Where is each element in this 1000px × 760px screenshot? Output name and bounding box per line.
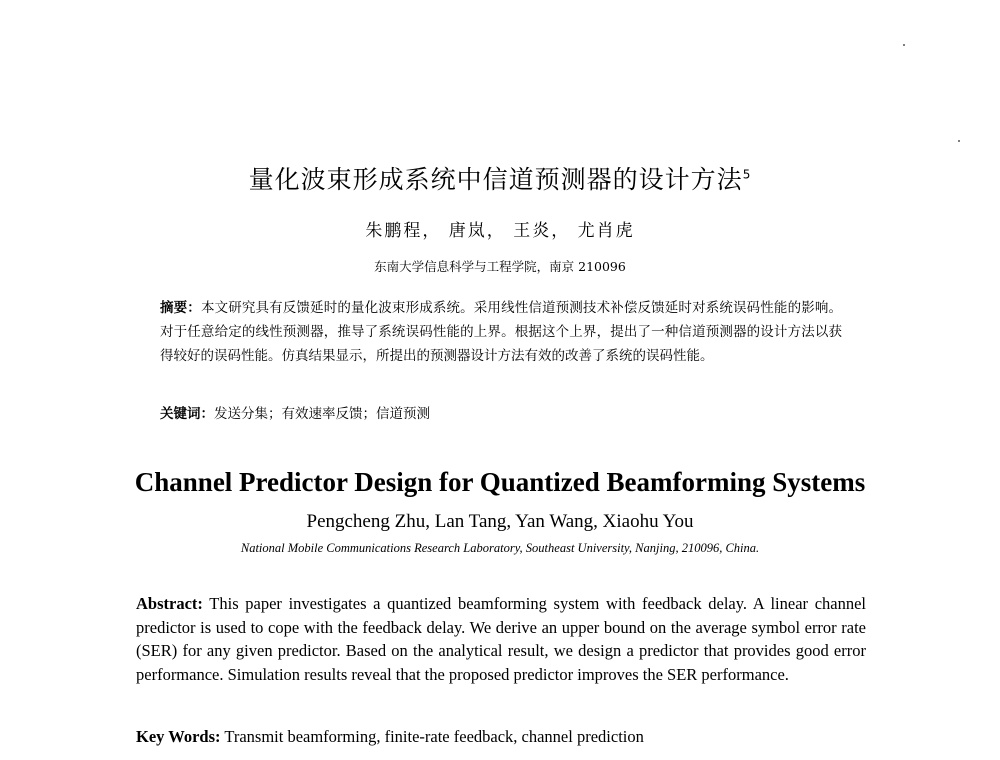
english-authors: Pengcheng Zhu, Lan Tang, Yan Wang, Xiaohu You xyxy=(306,511,694,532)
chinese-affiliation: 东南大学信息科学与工程学院，南京 210096 xyxy=(374,259,626,274)
chinese-title-text: 量化波束形成系统中信道预测器的设计方法 xyxy=(248,165,743,194)
title-footnote-mark: 5 xyxy=(742,167,752,182)
english-abstract xyxy=(136,592,866,686)
english-keywords-label: Key Words: xyxy=(136,727,221,746)
chinese-abstract-text: 本文研究具有反馈延时的量化波束形成系统。采用线性信道预测技术补偿反馈延时对系统误码性能的影响。对于任意给定的线性预测器，推导了系统误码性能的上界。根据这个上界，提出了一种信道预测器的设计方法以获得较好的误码性能。仿真结果显示，所提出的预测器设计方法有效的改善了系统的误码性能。 xyxy=(160,300,843,364)
english-keywords xyxy=(136,725,866,748)
english-abstract-text: This paper investigates a quantized beamforming system with feedback delay. A linear channel predictor is used to cope with the feedback delay. We derive an upper bound on the average symbol error rate (SER) for any given predictor. Based on the analytical result, we design a predictor that provides good error performance. Simulation results reveal that the proposed predictor improves the SER performance. xyxy=(136,594,866,684)
scan-speck xyxy=(958,140,960,142)
english-title: Channel Predictor Design for Quantized Beamforming Systems xyxy=(134,467,866,497)
chinese-title xyxy=(0,160,1000,196)
chinese-abstract xyxy=(160,296,842,368)
english-keywords-text: Transmit beamforming, finite-rate feedback, channel prediction xyxy=(224,727,644,746)
english-abstract-label: Abstract: xyxy=(136,594,203,613)
scan-speck xyxy=(903,44,905,46)
chinese-keywords-label: 关键词： xyxy=(160,406,214,422)
chinese-authors: 朱鹏程， 唐岚， 王炎， 尤肖虎 xyxy=(365,221,635,241)
chinese-keywords-text: 发送分集；有效速率反馈；信道预测 xyxy=(214,406,430,422)
chinese-abstract-label: 摘要： xyxy=(160,300,201,316)
chinese-keywords xyxy=(160,402,842,426)
english-affiliation: National Mobile Communications Research Laboratory, Southeast University, Nanjing, 210096, China. xyxy=(240,541,760,555)
